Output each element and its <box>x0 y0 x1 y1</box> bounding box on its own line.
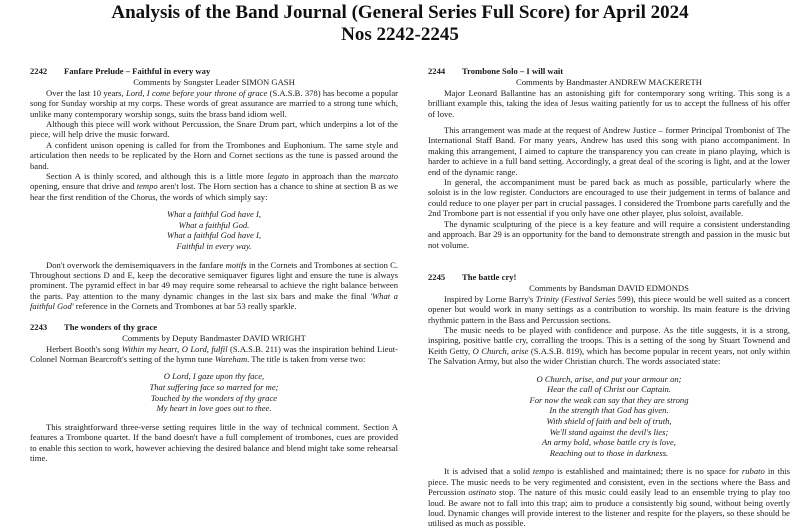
paragraph: This arrangement was made at the request of Andrew Justice – former Principal Trombonist of The International Staff Band. For many years, Andrew has used this song with piano accompaniment. In making this arrangement, I aimed to capture the transparency you can create in piano playing, which is harder to achieve in a full band setting. Accordingly, a great deal of the scoring is light, and at the lower end of the dynamic range. <box>428 125 790 177</box>
paragraph: The dynamic sculpturing of the piece is a key feature and will require a consistent understanding and approach. Bar 29 is an opportunity for the band to demonstrate strength and passion in the music but not volume. <box>428 218 790 250</box>
verse-line: What a faithful God have I, <box>166 230 262 241</box>
verse-line: Faithful in every way. <box>176 241 252 252</box>
byline: Comments by Songster Leader SIMON GASH <box>133 77 295 88</box>
paragraph: It is advised that a solid tempo is established and maintained; there is no space for rubato in this piece. The music needs to be very regimented and consistent, even in the sections where the Bass and Percussion ostinato stop. The nature of this music could easily lead to an ensemble trying to play too loud. Be aware not to fall into this trap; aim to produce a consistently big sound, without being overtly loud. Dynamic changes will provide interest to the listener and respite for the players, so these should be utilised as much as possible. <box>428 466 791 529</box>
paragraph: Inspired by Lorne Barry's Trinity (Festival Series 599), this piece would be well suited as a concert opener but would work in many settings as a contribution to worship. Its main feature is the driving rhythmic pattern in the Bass and Percussion sections. <box>428 293 791 325</box>
section-number: 2242 <box>30 66 48 76</box>
paragraph: Although this piece will work without Percussion, the Snare Drum part, which underpins a lot of the piece, will help drive the music forward. <box>30 119 398 140</box>
right-column <box>428 66 790 529</box>
paragraph: A confident unison opening is called for from the Trombones and Euphonium. The same style and articulation then needs to be replicated by the Horn and Cornet sections as the tune is passed around the band. <box>30 139 398 171</box>
verse-block <box>30 209 398 251</box>
section-heading <box>428 272 790 282</box>
paragraph: Major Leonard Ballantine has an astonishing gift for contemporary song writing. This song is a brilliant example this, taking the idea of Jesus waiting patiently for us to accept the fullness of his offer of love. <box>428 87 790 119</box>
section-title: Fanfare Prelude – Faithful in every way <box>64 66 211 76</box>
section-number: 2243 <box>30 321 48 332</box>
verse-line: An army bold, whose battle cry is love, <box>542 437 676 448</box>
section-title: The wonders of thy grace <box>64 321 158 332</box>
section-2245 <box>428 272 790 529</box>
verse-line: What a faithful God. <box>178 219 250 230</box>
verse-block <box>30 371 398 413</box>
verse-line: My heart in love goes out to thee. <box>156 403 272 414</box>
paragraph: The music needs to be played with confidence and purpose. As the title suggests, it is a strong, inspiring, positive battle cry, corralling the troops. This is a setting of the song by Stuart Townend and Keith Getty, O Church, arise (S.A.S.B. 819), which has become popular in recent years, not only within The Salvation Army, but also the wider Christian church. The words associated state: <box>428 324 790 367</box>
document-title <box>0 2 800 46</box>
section-heading <box>428 66 790 76</box>
section-2243 <box>30 322 398 464</box>
left-column <box>30 66 398 463</box>
title-line-1: Analysis of the Band Journal (General Series Full Score) for April 2024 <box>111 2 689 23</box>
verse-line: That suffering face so marred for me; <box>149 381 279 392</box>
paragraph: This straightforward three-verse setting requires little in the way of technical comment. Section A features a Trombone quartet. If the band doesn't have a full complement of trombones, cues are provided to enable this section to work, however achieving the desired balance and blend might take some rehearsal time. <box>30 421 398 463</box>
title-line-2: Nos 2242-2245 <box>341 24 459 45</box>
paragraph: Herbert Booth's song Within my heart, O Lord, fulfil (S.A.S.B. 211) was the inspiration behind Lieut-Colonel Norman Bearcroft's setting of the hymn tune Wareham. The title is taken from verse two: <box>30 343 399 364</box>
verse-line: In the strength that God has given. <box>549 405 669 416</box>
section-title: Trombone Solo – I will wait <box>462 66 564 76</box>
section-number: 2244 <box>428 66 446 76</box>
verse-line: What a faithful God have I, <box>166 209 262 220</box>
byline: Comments by Deputy Bandmaster DAVID WRIGHT <box>122 333 306 344</box>
section-number: 2245 <box>428 271 446 282</box>
verse-line: O Lord, I gaze upon thy face, <box>163 371 265 382</box>
paragraph: Section A is thinly scored, and although this is a little more legato in approach than the marcato opening, ensure that drive and tempo aren't lost. The Horn section has a chance to shine at section B as we hear the first rendition of the Chorus, the words of which simply say: <box>30 171 398 202</box>
verse-line: O Church, arise, and put your armour on; <box>536 373 682 384</box>
verse-line: For now the weak can say that they are strong <box>529 394 689 405</box>
verse-line: We'll stand against the devil's lies; <box>549 426 669 437</box>
section-heading <box>30 322 398 332</box>
paragraph: In general, the accompaniment must be pared back as much as possible, particularly where the soloist is in the low register. Conductors are encouraged to use their judgement in terms of balance and could reduce to one player per part in crucial passages. I considered the Trombone parts carefully and the 2nd Trombone part is not essential if you only have one other player, plus soloist, available. <box>428 177 790 219</box>
verse-line: Reaching out to those in darkness. <box>549 447 669 458</box>
verse-line: Hear the call of Christ our Captain. <box>547 384 671 395</box>
section-2244 <box>428 66 790 250</box>
verse-block <box>428 374 790 459</box>
section-heading <box>30 66 398 76</box>
paragraph: Over the last 10 years, Lord, I come before your throne of grace (S.A.S.B. 378) has become a popular song for Sunday worship at my corps. These words of great assurance are married to a strong tune which, unlike many contemporary worship songs, suits the brass band idiom well. <box>30 87 398 119</box>
section-title: The battle cry! <box>462 271 517 282</box>
byline: Comments by Bandsman DAVID EDMONDS <box>529 283 689 294</box>
byline: Comments by Bandmaster ANDREW MACKERETH <box>515 77 703 88</box>
paragraph: Don't overwork the demisemiquavers in the fanfare motifs in the Cornets and Trombones at section C. Throughout sections D and E, keep the decorative semiquaver figures light and ensure the tune is always prominent. The pyramid effect in bar 49 may require some rehearsal to achieve the right balance between the parts. Pay attention to the many dynamic changes in the last six bars and make the final 'What a faithful God' reference in the Cornets and Trombones at bar 53 really sparkle. <box>30 259 398 312</box>
verse-line: Touched by the wonders of thy grace <box>150 392 278 403</box>
verse-line: With shield of faith and belt of truth, <box>546 415 672 426</box>
section-2242 <box>30 66 398 312</box>
